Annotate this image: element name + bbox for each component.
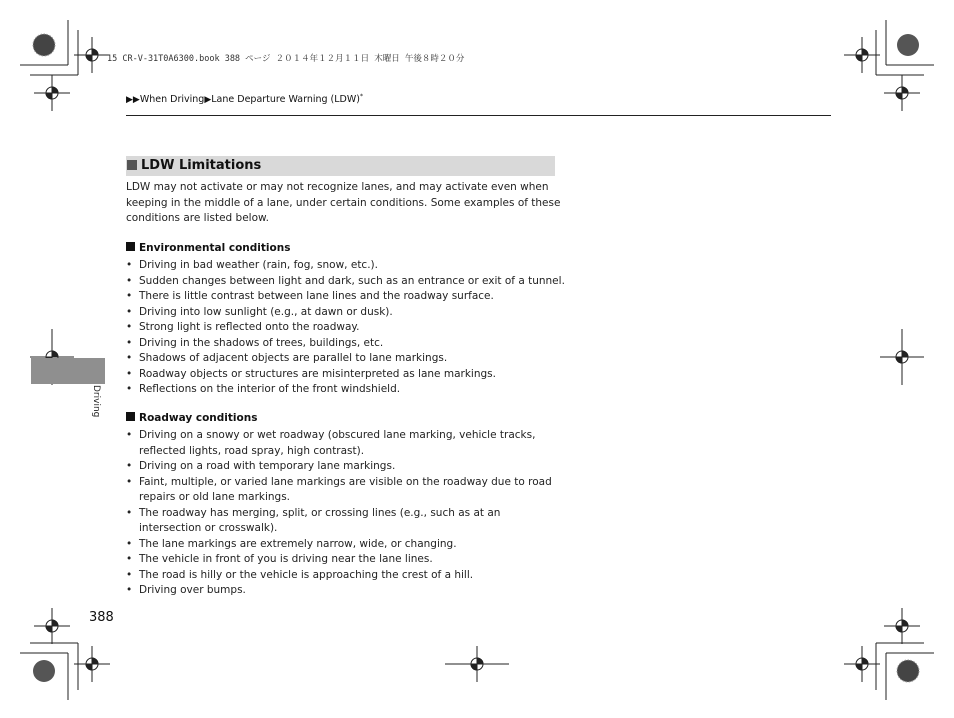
list-item: • Driving over bumps. [126,583,556,599]
roadway-conditions-heading [126,412,257,424]
breadcrumb-asterisk: * [359,93,363,100]
breadcrumb-part-when-driving: When Driving [139,94,205,106]
list-item: • Driving into low sunlight (e.g., at dawn or dusk). [126,305,566,321]
page-number: 388 [89,610,114,625]
breadcrumb-arrows: ▶▶ [126,95,140,106]
breadcrumb [126,93,363,105]
printer-line: 15 CR-V-31T0A6300.book 388 ページ ２０１４年１２月１１日 木曜日 午後８時２０分 [107,54,465,64]
environmental-conditions-heading [126,242,290,254]
list-item: • Driving on a road with temporary lane markings. [126,459,556,475]
subhead-square-icon [126,242,135,251]
breadcrumb-separator: ▶ [204,95,212,106]
section-square-icon [127,160,137,170]
section-title-text: LDW Limitations [141,158,262,173]
list-item: • The lane markings are extremely narrow, wide, or changing. [126,537,556,553]
list-item: • Faint, multiple, or varied lane markings are visible on the roadway due to road repairs or old lane markings. [126,475,556,506]
list-item: • The road is hilly or the vehicle is approaching the crest of a hill. [126,568,556,584]
section-title [127,158,261,173]
chapter-side-tab [31,358,105,384]
list-item: • Driving on a snowy or wet roadway (obscured lane marking, vehicle tracks, reflected lights, road spray, high contrast). [126,428,556,459]
subhead-square-icon [126,412,135,421]
list-item: • Driving in the shadows of trees, buildings, etc. [126,336,566,352]
list-item: • Sudden changes between light and dark, such as an entrance or exit of a tunnel. [126,274,566,290]
list-item: • The vehicle in front of you is driving near the lane lines. [126,552,556,568]
list-item: • Strong light is reflected onto the roadway. [126,320,566,336]
list-item: • There is little contrast between lane lines and the roadway surface. [126,289,566,305]
intro-paragraph: LDW may not activate or may not recognize lanes, and may activate even when keeping in the middle of a lane, under certain conditions. Some examples of these conditions are listed below. [126,181,561,224]
breadcrumb-part-ldw: Lane Departure Warning (LDW) [211,94,360,106]
list-item: • The roadway has merging, split, or crossing lines (e.g., such as at an intersection or crosswalk). [126,506,556,537]
list-item: • Roadway objects or structures are misinterpreted as lane markings. [126,367,566,383]
environmental-conditions-list [126,258,566,398]
list-item: • Shadows of adjacent objects are parallel to lane markings. [126,351,566,367]
header-rule [126,115,831,116]
roadway-heading-text: Roadway conditions [139,412,258,424]
chapter-side-label: Driving [91,385,101,418]
roadway-conditions-list [126,428,556,599]
list-item: • Reflections on the interior of the front windshield. [126,382,566,398]
list-item: • Driving in bad weather (rain, fog, snow, etc.). [126,258,566,274]
environmental-heading-text: Environmental conditions [139,242,291,254]
